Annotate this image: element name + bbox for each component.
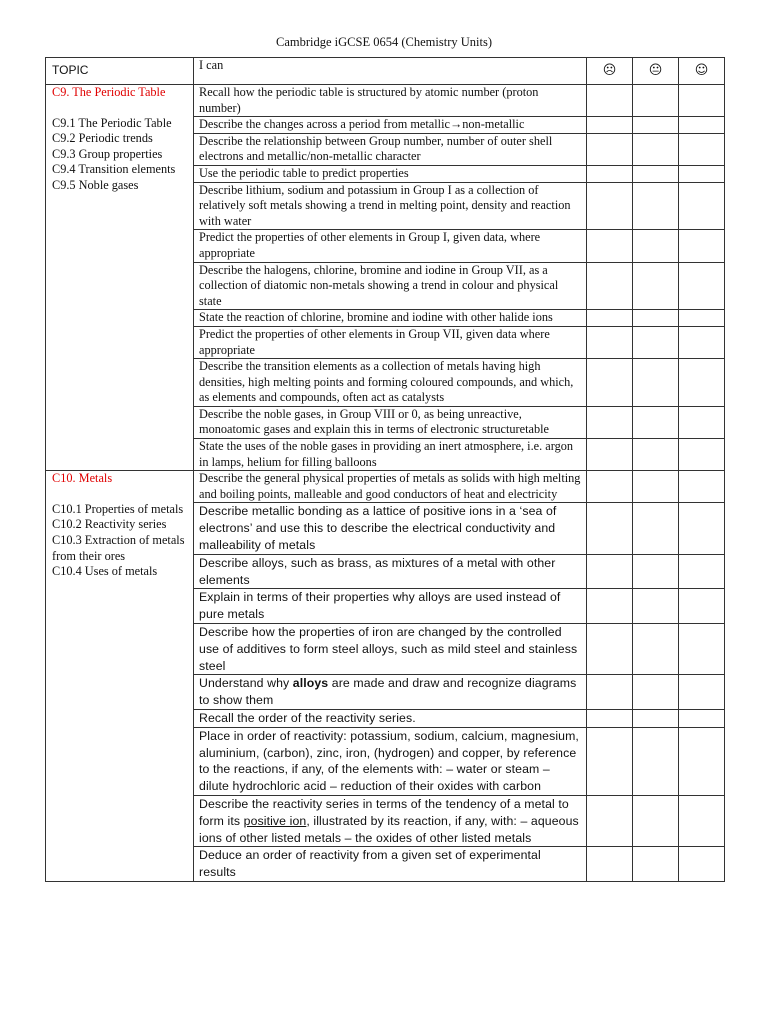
sad-rating-cell[interactable] xyxy=(587,85,633,117)
sad-rating-cell[interactable] xyxy=(587,326,633,358)
ican-statement: Understand why alloys are made and draw and recognize diagrams to show them xyxy=(194,675,587,710)
sad-rating-cell[interactable] xyxy=(587,182,633,230)
ican-statement: Place in order of reactivity: potassium, sodium, calcium, magnesium, aluminium, (carbon), zinc, iron, (hydrogen) and copper, by reference to the reactions, if any, of the elements with: – water or steam – dilute hydrochloric acid – reduction of their oxides with carbon xyxy=(194,727,587,795)
ican-statement: Predict the properties of other elements in Group VII, given data where appropriate xyxy=(194,326,587,358)
sad-rating-cell[interactable] xyxy=(587,554,633,589)
subtopic-label: C10.4 Uses of metals xyxy=(52,564,158,579)
ican-statement: State the uses of the noble gases in providing an inert atmosphere, i.e. argon in lamps, helium for filling balloons xyxy=(194,439,587,471)
ican-statement: Describe alloys, such as brass, as mixtures of a metal with other elements xyxy=(194,554,587,589)
ican-statement: Describe how the properties of iron are changed by the controlled use of additives to form steel alloys, such as mild steel and stainless steel xyxy=(194,624,587,675)
ican-statement: Recall how the periodic table is structured by atomic number (proton number) xyxy=(194,85,587,117)
ican-statement: Explain in terms of their properties why alloys are used instead of pure metals xyxy=(194,589,587,624)
ican-statement: Describe the halogens, chlorine, bromine and iodine in Group VII, as a collection of diatomic non-metals showing a trend in colour and physical state xyxy=(194,262,587,310)
page-title: Cambridge iGCSE 0654 (Chemistry Units) xyxy=(276,35,492,49)
header-row xyxy=(46,58,725,85)
neutral-face-icon: 😐 xyxy=(633,58,679,85)
sad-rating-cell[interactable] xyxy=(587,117,633,134)
neutral-rating-cell[interactable] xyxy=(633,554,679,589)
neutral-rating-cell[interactable] xyxy=(633,85,679,117)
neutral-rating-cell[interactable] xyxy=(633,847,679,882)
ican-statement: Describe metallic bonding as a lattice of positive ions in a ‘sea of electrons’ and use this to describe the electrical conductivity and malleability of metals xyxy=(194,503,587,554)
ican-statement: Predict the properties of other elements in Group I, given data, where appropriate xyxy=(194,230,587,262)
ican-statement: Deduce an order of reactivity from a given set of experimental results xyxy=(194,847,587,882)
sad-rating-cell[interactable] xyxy=(587,710,633,728)
section-heading: C9. The Periodic Table xyxy=(52,85,166,99)
sad-rating-cell[interactable] xyxy=(587,439,633,471)
happy-rating-cell[interactable] xyxy=(679,795,725,846)
table-row xyxy=(46,85,725,117)
happy-rating-cell[interactable] xyxy=(679,439,725,471)
sad-rating-cell[interactable] xyxy=(587,675,633,710)
ican-statement: Describe the noble gases, in Group VIII or 0, as being unreactive, monoatomic gases and explain this in terms of electronic structuretable xyxy=(194,406,587,438)
happy-face-icon: ☺ xyxy=(679,58,725,85)
neutral-rating-cell[interactable] xyxy=(633,182,679,230)
ican-statement: Describe lithium, sodium and potassium in Group I as a collection of relatively soft metals showing a trend in melting point, density and reaction with water xyxy=(194,182,587,230)
subtopic-label: C10.1 Properties of metals xyxy=(52,501,184,516)
ican-statement: Describe the relationship between Group number, number of outer shell electrons and metallic/non-metallic character xyxy=(194,133,587,165)
sad-rating-cell[interactable] xyxy=(587,624,633,675)
ican-header: I can xyxy=(194,58,587,85)
happy-rating-cell[interactable] xyxy=(679,503,725,554)
section-heading: C10. Metals xyxy=(52,471,113,486)
happy-rating-cell[interactable] xyxy=(679,117,725,134)
sad-rating-cell[interactable] xyxy=(587,795,633,846)
subtopic-label: C9.5 Noble gases xyxy=(52,177,139,192)
sad-rating-cell[interactable] xyxy=(587,165,633,182)
sad-face-icon: ☹ xyxy=(587,58,633,85)
sad-rating-cell[interactable] xyxy=(587,310,633,327)
checklist-table xyxy=(45,57,725,882)
happy-rating-cell[interactable] xyxy=(679,847,725,882)
neutral-rating-cell[interactable] xyxy=(633,133,679,165)
neutral-rating-cell[interactable] xyxy=(633,310,679,327)
happy-rating-cell[interactable] xyxy=(679,406,725,438)
sad-rating-cell[interactable] xyxy=(587,847,633,882)
neutral-rating-cell[interactable] xyxy=(633,406,679,438)
ican-statement: Describe the general physical properties of metals as solids with high melting and boiling points, malleable and good conductors of heat and electricity xyxy=(194,471,587,503)
neutral-rating-cell[interactable] xyxy=(633,165,679,182)
topic-cell xyxy=(46,471,194,882)
happy-rating-cell[interactable] xyxy=(679,359,725,407)
ican-statement: Describe the transition elements as a collection of metals having high densities, high melting points and forming coloured compounds, and which, as elements and compounds, often act as catalysts xyxy=(194,359,587,407)
subtopic-label: C9.3 Group properties xyxy=(52,146,163,161)
happy-rating-cell[interactable] xyxy=(679,182,725,230)
happy-rating-cell[interactable] xyxy=(679,165,725,182)
ican-statement: Describe the reactivity series in terms of the tendency of a metal to form its positive ion, illustrated by its reaction, if any, with: – aqueous ions of other listed metals – the oxides of other listed metals xyxy=(194,795,587,846)
topic-cell xyxy=(46,85,194,471)
sad-rating-cell[interactable] xyxy=(587,230,633,262)
topic-header: TOPIC xyxy=(46,58,194,85)
happy-rating-cell[interactable] xyxy=(679,727,725,795)
subtopic-label: C9.2 Periodic trends xyxy=(52,131,153,146)
happy-rating-cell[interactable] xyxy=(679,85,725,117)
sad-rating-cell[interactable] xyxy=(587,727,633,795)
happy-rating-cell[interactable] xyxy=(679,554,725,589)
neutral-rating-cell[interactable] xyxy=(633,117,679,134)
sad-rating-cell[interactable] xyxy=(587,133,633,165)
neutral-rating-cell[interactable] xyxy=(633,795,679,846)
neutral-rating-cell[interactable] xyxy=(633,471,679,503)
neutral-rating-cell[interactable] xyxy=(633,503,679,554)
neutral-rating-cell[interactable] xyxy=(633,262,679,310)
table-row xyxy=(46,471,725,503)
neutral-rating-cell[interactable] xyxy=(633,359,679,407)
sad-rating-cell[interactable] xyxy=(587,359,633,407)
neutral-rating-cell[interactable] xyxy=(633,439,679,471)
sad-rating-cell[interactable] xyxy=(587,406,633,438)
neutral-rating-cell[interactable] xyxy=(633,230,679,262)
neutral-rating-cell[interactable] xyxy=(633,589,679,624)
neutral-rating-cell[interactable] xyxy=(633,326,679,358)
sad-rating-cell[interactable] xyxy=(587,503,633,554)
neutral-rating-cell[interactable] xyxy=(633,624,679,675)
neutral-rating-cell[interactable] xyxy=(633,727,679,795)
subtopic-label: C9.1 The Periodic Table xyxy=(52,115,172,130)
neutral-rating-cell[interactable] xyxy=(633,675,679,710)
sad-rating-cell[interactable] xyxy=(587,262,633,310)
subtopic-label: C10.2 Reactivity series xyxy=(52,517,167,532)
happy-rating-cell[interactable] xyxy=(679,133,725,165)
sad-rating-cell[interactable] xyxy=(587,589,633,624)
happy-rating-cell[interactable] xyxy=(679,624,725,675)
sad-rating-cell[interactable] xyxy=(587,471,633,503)
ican-statement: Use the periodic table to predict properties xyxy=(194,165,587,182)
happy-rating-cell[interactable] xyxy=(679,326,725,358)
happy-rating-cell[interactable] xyxy=(679,471,725,503)
happy-rating-cell[interactable] xyxy=(679,230,725,262)
happy-rating-cell[interactable] xyxy=(679,675,725,710)
ican-statement: Recall the order of the reactivity series. xyxy=(194,710,587,728)
subtopic-label: C9.4 Transition elements xyxy=(52,162,176,177)
happy-rating-cell[interactable] xyxy=(679,710,725,728)
underlined-text: positive ion xyxy=(243,813,307,828)
emphasis-text: alloys xyxy=(292,676,329,691)
ican-statement: Describe the changes across a period from metallic→non-metallic xyxy=(194,117,587,134)
happy-rating-cell[interactable] xyxy=(679,262,725,310)
neutral-rating-cell[interactable] xyxy=(633,710,679,728)
happy-rating-cell[interactable] xyxy=(679,589,725,624)
happy-rating-cell[interactable] xyxy=(679,310,725,327)
subtopic-label: C10.3 Extraction of metals from their ores xyxy=(52,533,185,563)
ican-statement: State the reaction of chlorine, bromine and iodine with other halide ions xyxy=(194,310,587,327)
